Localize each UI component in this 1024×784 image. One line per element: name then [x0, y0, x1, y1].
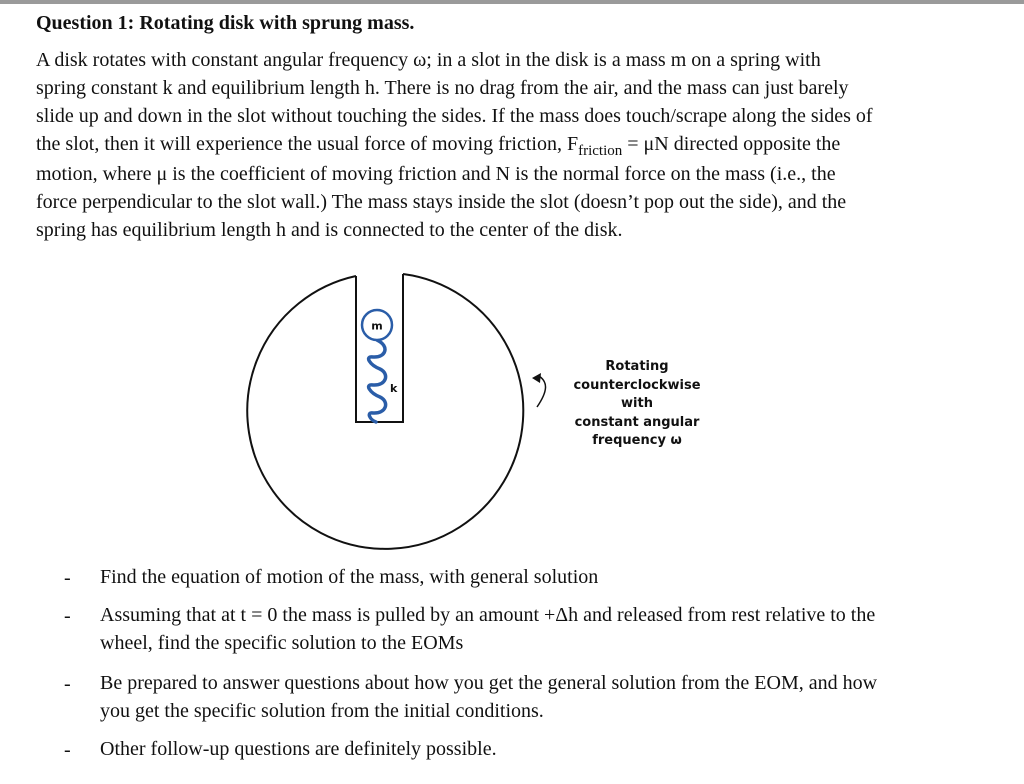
disk-diagram-svg	[230, 262, 560, 552]
paragraph-line: motion, where μ is the coefficient of moving friction and N is the normal force on the mass (i.e., the	[36, 163, 836, 185]
paragraph-line-friction	[36, 130, 936, 160]
rotation-label-line: Rotating	[605, 359, 669, 374]
arrowhead-icon	[532, 373, 541, 383]
question-title: Question 1: Rotating disk with sprung mass.	[36, 12, 415, 34]
friction-text-post: = μN directed opposite the	[622, 133, 841, 155]
problem-paragraph	[36, 46, 936, 244]
task-line: Be prepared to answer questions about how you get the general solution from the EOM, and how	[100, 672, 878, 694]
task-line: Find the equation of motion of the mass, with general solution	[100, 566, 599, 588]
paragraph-line: force perpendicular to the slot wall.) The mass stays inside the slot (doesn’t pop out the side), and the	[36, 191, 847, 213]
spring-label: k	[390, 382, 398, 395]
slot-outline	[356, 274, 403, 422]
task-text	[100, 669, 980, 725]
bullet-dash: -	[64, 605, 71, 627]
task-text	[100, 563, 980, 591]
friction-subscript: friction	[578, 143, 623, 159]
paragraph-line: spring has equilibrium length h and is connected to the center of the disk.	[36, 219, 623, 241]
rotation-label-line: frequency ω	[592, 433, 682, 448]
paragraph-line: slide up and down in the slot without touching the sides. If the mass does touch/scrape along the sides of	[36, 105, 873, 127]
friction-text-pre: the slot, then it will experience the usual force of moving friction, F	[36, 133, 579, 155]
paragraph-line: spring constant k and equilibrium length h. There is no drag from the air, and the mass can just barely	[36, 77, 849, 99]
rotation-label-line: constant angular	[574, 414, 700, 430]
disk-diagram	[230, 262, 560, 557]
task-text	[100, 735, 980, 763]
rotation-label	[557, 358, 717, 451]
task-line: wheel, find the specific solution to the EOMs	[100, 632, 464, 654]
task-line: you get the specific solution from the initial conditions.	[100, 700, 544, 722]
bullet-dash: -	[64, 567, 71, 589]
spring-coil	[369, 340, 386, 422]
task-line: Other follow-up questions are definitely possible.	[100, 738, 497, 760]
task-line: Assuming that at t = 0 the mass is pulled by an amount +Δh and released from rest relative to the	[100, 604, 876, 626]
bullet-dash: -	[64, 739, 71, 761]
task-text	[100, 601, 980, 657]
paragraph-line: A disk rotates with constant angular frequency ω; in a slot in the disk is a mass m on a spring with	[36, 49, 821, 71]
rotation-label-line: counterclockwise with	[573, 377, 701, 411]
bullet-dash: -	[64, 673, 71, 695]
mass-label: m	[371, 319, 383, 333]
top-rule	[0, 0, 1024, 4]
